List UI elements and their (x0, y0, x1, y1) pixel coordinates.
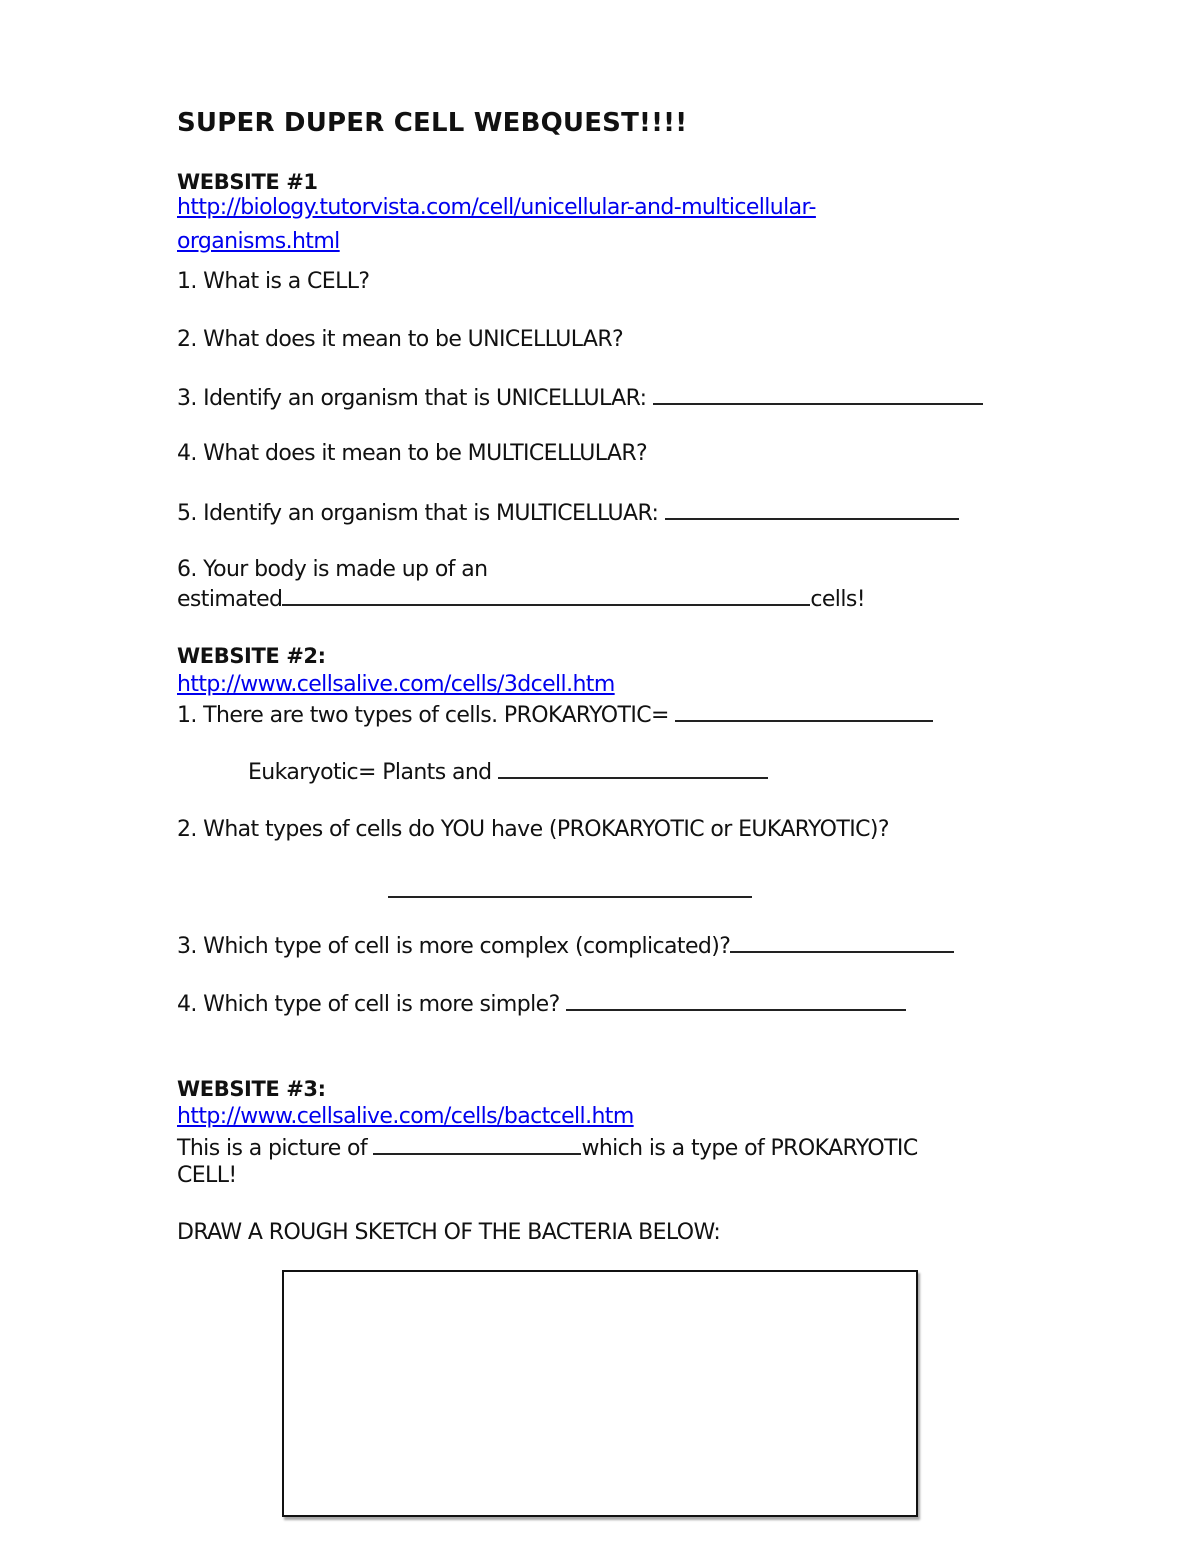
website-3-line-1-post: which is a type of PROKARYOTIC (581, 1136, 918, 1161)
sketch-instruction: DRAW A ROUGH SKETCH OF THE BACTERIA BELOW: (177, 1220, 721, 1245)
website-3-line-1 (177, 1133, 918, 1163)
answer-blank[interactable] (282, 584, 810, 606)
website-1-question-6-post: cells! (810, 587, 865, 612)
answer-blank[interactable] (566, 989, 906, 1011)
website-2-question-2: 2. What types of cells do YOU have (PROKARYOTIC or EUKARYOTIC)? (177, 817, 889, 842)
website-3-line-1-pre: This is a picture of (177, 1136, 368, 1161)
website-2-question-1b (248, 757, 768, 787)
website-2-link[interactable]: http://www.cellsalive.com/cells/3dcell.htm (177, 672, 615, 697)
website-2-question-3-text: 3. Which type of cell is more complex (complicated)? (177, 934, 731, 959)
website-2-question-1 (177, 700, 933, 730)
website-1-question-6: 6. Your body is made up of an (177, 557, 488, 582)
website-2-question-4 (177, 989, 906, 1019)
website-1-question-2: 2. What does it mean to be UNICELLULAR? (177, 327, 624, 352)
page-title: SUPER DUPER CELL WEBQUEST!!!! (177, 108, 688, 138)
answer-blank[interactable] (373, 1133, 581, 1155)
website-2-question-1b-text: Eukaryotic= Plants and (248, 760, 492, 785)
website-3-link[interactable]: http://www.cellsalive.com/cells/bactcell.htm (177, 1104, 634, 1129)
website-1-question-6-pre: estimated (177, 587, 283, 612)
answer-blank[interactable] (730, 931, 954, 953)
answer-blank[interactable] (498, 757, 768, 779)
website-1-question-1: 1. What is a CELL? (177, 269, 370, 294)
website-1-link-continued[interactable]: organisms.html (177, 229, 340, 254)
sketch-box[interactable] (282, 1270, 918, 1517)
website-1-question-4: 4. What does it mean to be MULTICELLULAR? (177, 441, 648, 466)
website-2-question-1-text: 1. There are two types of cells. PROKARYOTIC= (177, 703, 669, 728)
website-2-question-4-text: 4. Which type of cell is more simple? (177, 992, 560, 1017)
website-1-question-5-text: 5. Identify an organism that is MULTICELLUAR: (177, 501, 659, 526)
website-2-header: WEBSITE #2: (177, 644, 326, 668)
website-1-question-6-continued (177, 584, 865, 614)
website-3-line-2: CELL! (177, 1163, 237, 1188)
answer-blank[interactable] (675, 700, 933, 722)
answer-blank[interactable] (665, 498, 959, 520)
website-1-header: WEBSITE #1 (177, 170, 318, 194)
answer-blank[interactable] (653, 383, 983, 405)
website-1-question-3-text: 3. Identify an organism that is UNICELLULAR: (177, 386, 647, 411)
website-1-question-3 (177, 383, 983, 413)
website-1-link[interactable]: http://biology.tutorvista.com/cell/unicellular-and-multicellular- (177, 195, 816, 220)
website-3-header: WEBSITE #3: (177, 1077, 326, 1101)
website-1-question-5 (177, 498, 959, 528)
website-2-question-3 (177, 931, 954, 961)
answer-blank[interactable] (388, 876, 752, 898)
